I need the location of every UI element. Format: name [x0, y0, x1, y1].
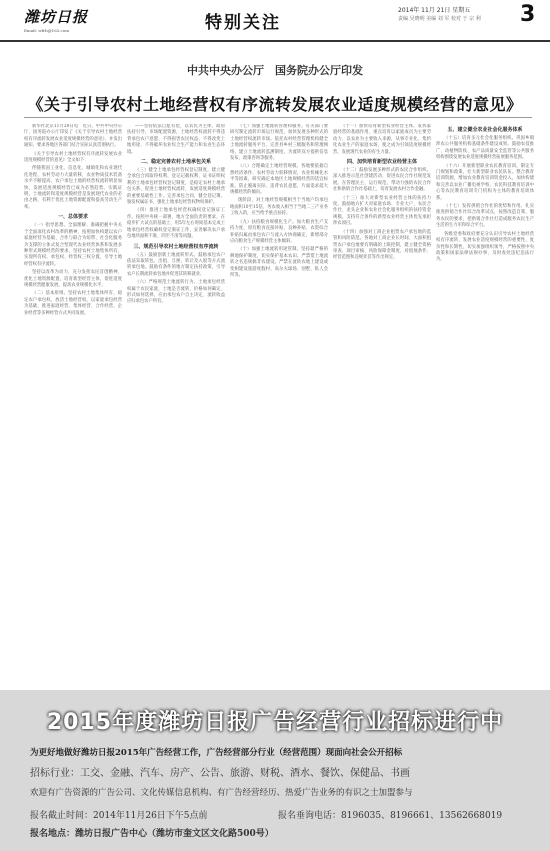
ad-subtitle: 为更好地做好潍坊日报2015年广告经营工作，广告经营部分行业（经营范围）现面向社会公开招标	[30, 748, 403, 758]
paragraph: （三）健全土地承包经营权登记制度。建立健全承包合同取得权利、登记记载权利、证书证明权利的土地承包经营权登记制度，是稳定农村土地承包关系、促进土地经营权流转、发展适度规模经营的重要基础性工作。完善承包合同，健全登记簿，颁发权属证书，强化土地承包经营权物权保护。	[127, 168, 225, 206]
paragraph: 新华社北京11月20日电 近日，中共中央办公厅、国务院办公厅印发了《关于引导农村土地经营权有序流转发展农业适度规模经营的意见》，并发出通知，要求各地区各部门结合实际认真贯彻执行。	[24, 124, 122, 149]
article-headline: 《关于引导农村土地经营权有序流转发展农业适度规模经营的意见》	[27, 95, 523, 114]
ad-phone: 报名垂询电话：8196035、8196661、13562668019	[278, 811, 503, 821]
paragraph: ——坚持依法自愿有偿，以农民为主体，政府扶持引导，市场配置资源，土地经营权流转不得违背承包农户意愿、不得损害农民权益、不得改变土地用途、不得破坏农业综合生产能力和农业生态环境。	[127, 124, 225, 155]
paragraph: （八）合理确定土地经营规模。各地要依据自然经济条件、农村劳动力转移情况、农业机械化水平等因素，研究确定本地区土地规模经营的适宜标准。防止脱离实际、违背农民意愿，片面追求超大规模经营的倾向。	[230, 164, 328, 196]
masthead	[0, 0, 550, 42]
paragraph: （五）鼓励创新土地流转形式。鼓励承包农户依法采取转包、出租、互换、转让及入股等方式流转承包地。鼓励有条件的地方制定扶持政策，引导农户长期流转承包地并促进其转移就业。	[127, 252, 225, 277]
paragraph: （十四）加强对工商企业租赁农户承包地的监管和风险防范。各地对工商企业长时间、大面积租赁农户承包地要有明确的上限控制，建立健全资格审查、项目审核、风险保障金制度，对租地条件、经营范围和违规处罚等作出规定。	[333, 229, 431, 261]
ad-title: 2015年度潍坊日报广告经营行业招标进行中	[46, 710, 504, 735]
subheading: 三、规范引导农村土地经营权有序流转	[133, 243, 219, 250]
article-kicker: 中共中央办公厅 国务院办公厅印发	[187, 64, 363, 77]
paragraph: （二）基本原则。坚持农村土地集体所有，稳定农户承包权，放活土地经营权，以家庭承包经营为基础，推进家庭经营、集体经营、合作经营、企业经营等多种经营方式共同发展。	[24, 291, 122, 316]
paragraph: （九）扶持粮食规模化生产。加大粮食生产支持力度，原有粮食直接补贴、良种补贴、农资综合补贴归属由承包农户与流入方协商确定，新增部分应向粮食生产规模经营主体倾斜。	[230, 219, 328, 244]
subheading: 二、稳定完善农村土地承包关系	[140, 159, 211, 166]
logo-text: 潍坊日报	[24, 8, 89, 26]
article-body	[24, 124, 534, 684]
article-column	[436, 124, 534, 684]
ad-deadline: 报名截止时间：2014年11月26日下午5点前	[30, 811, 208, 821]
paragraph: （十六）开展新型职业农民教育培训。制定专门规划和政策，壮大新型职业农民队伍。整合教育培训资源，增加农业教育培训资金投入，加快构建和完善以农业广播电视学校、农民科技教育培训中心等农民教育培训专门机构为主体的教育培训体系。	[436, 163, 534, 201]
ad-welcome: 欢迎有广告资源的广告公司、文化传媒信息机构、有广告经营经历、热爱广告业务的有识之士加盟参与	[30, 788, 413, 798]
paragraph: 《关于引导农村土地经营权有序流转发展农业适度规模经营的意见》全文如下：	[24, 151, 122, 164]
paragraph: （六）严格规范土地流转行为。土地承包经营权属于农民家庭，土地是否流转、价格如何确定、形式如何选择，应由承包农户自主决定，流转收益应归承包农户所有。	[127, 280, 225, 305]
page-number: 3	[520, 2, 536, 27]
paragraph: 现阶段，对土地经营规模相当于当地户均承包地面积10至15倍、务农收入相当于当地二三产业务工收入的，应当给予重点扶持。	[230, 198, 328, 217]
logo-email: Email: wfrb@163.com	[24, 28, 69, 33]
article-column	[230, 124, 328, 684]
paragraph: （十七）发挥供销合作社的优势和作用。扎实推进供销合作社综合改革试点，按照改造自我、服务农民的要求，把供销合作社打造成服务农民生产生活的生力军和综合平台。	[436, 204, 534, 229]
subheading: 四、加快培育新型农业经营主体	[346, 159, 417, 166]
article-column	[127, 124, 225, 684]
section-title: 特别关注	[205, 13, 281, 33]
article-column	[24, 124, 122, 684]
newspaper-logo	[24, 6, 88, 33]
ad-place: 报名地点：潍坊日报广告中心（潍坊市奎文区文化路500号）	[30, 829, 274, 839]
ad-industries: 招标行业：工交、金融、汽车、房产、公告、旅游、财税、酒水、餐饮、保健品、书画	[30, 768, 410, 779]
paragraph: （十五）培育多元社会化服务组织。巩固乡镇涉农公共服务机构基础条件建设成果。鼓励农技推广、动植物防疫、农产品质量安全监管等公共服务机构围绕发展农业适度规模经营拓展服务范围。	[436, 136, 534, 161]
paragraph: （十）加强土地流转用途管制。坚持最严格的耕地保护制度，切实保护基本农田。严禁借土地流转之名违规搞非农建设。严禁在流转农地上建设或变相建设旅游度假村、高尔夫球场、别墅、私人会所等。	[230, 247, 328, 278]
paragraph: （四）推进土地承包经营权确权登记颁证工作。按照中央统一部署、地方全面负责的要求，在稳步扩大试点的基础上，用5年左右时间基本完成土地承包经营权确权登记颁证工作，妥善解决农户承包地块面积不准、四至不清等问题。	[127, 208, 225, 240]
paragraph: （十三）加大对新型农业经营主体的扶持力度。鼓励地方扩大对家庭农场、专业大户、农民合作社、龙头企业和农业社会化服务组织的扶持资金规模。支持符合条件的新型农业经营主体优先承担涉农项目。	[333, 195, 431, 227]
headline-divider	[24, 117, 532, 118]
issue-date: 2014年 11月 21日 星期五	[398, 7, 471, 14]
subheading: 五、建立健全农业社会化服务体系	[447, 127, 523, 133]
staff-credits: 责编 吴晓明 美编 刘 军 校对 于 宗 利	[398, 16, 481, 22]
subheading: 一、总体要求	[57, 214, 88, 221]
paragraph: （七）加强土地流转管理和服务。有关部门要研究制定流转市场运行规范，加快发展多种形式的土地经营权流转市场。依托农村经营管理机构健全土地流转服务平台，完善县乡村三级服务和管理网络，建立土地流转监测制度，为流转双方提供信息发布、政策咨询等服务。	[230, 124, 328, 162]
paragraph: （十二）鼓励发展多种形式的农民合作组织。深入推进示范社创建活动，促进农民合作社规范发展。在管理民主、运行规范、带动力强的农民合作社和供销合作社基础上，培育发展农村合作金融。	[333, 168, 431, 193]
paragraph: 伴随我国工业化、信息化、城镇化和农业现代化进程，农村劳动力大量转移，农业物质技术装备水平不断提高，农户承包土地的经营权流转明显加快，发展适度规模经营已成为必然趋势。实践证明，土地流转和适度规模经营是发展现代农业的必由之路，有利于优化土地资源配置和提高劳动生产率。	[24, 166, 122, 210]
paragraph: （十一）加快培育新型农业经营主体。发挥家庭经营的基础作用，重点培育以家庭成员为主要劳动力、以农业为主要收入来源，从事专业化、集约化农业生产的家庭农场，使之成为引领适度规模经营、发展现代农业的有生力量。	[333, 124, 431, 155]
article-column	[333, 124, 431, 684]
paragraph: 各级党委和政府要充分认识引导农村土地经营权有序流转、发展农业适度规模经营的重要性、复杂性和长期性，切实加强组织领导，严格按照中央政策和国家法律法规办事，及时查处违纪违法行为。	[436, 231, 534, 263]
paragraph: （一）指导思想。全面理解、准确把握中央关于全面深化农村改革的精神，按照加快构建以农户家庭经营为基础、合作与联合为纽带、社会化服务为支撑的立体式复合型现代农业经营体系和发展多种形式规模经营的要求，坚持农村土地集体所有，实现所有权、承包权、经营权三权分置，引导土地经营权有序流转。	[24, 223, 122, 267]
paragraph: 坚持以改革为动力，充分发挥农民首创精神，优化土地资源配置，培育新型经营主体，促进适度规模经营健康发展，提高农业规模化水平。	[24, 270, 122, 288]
